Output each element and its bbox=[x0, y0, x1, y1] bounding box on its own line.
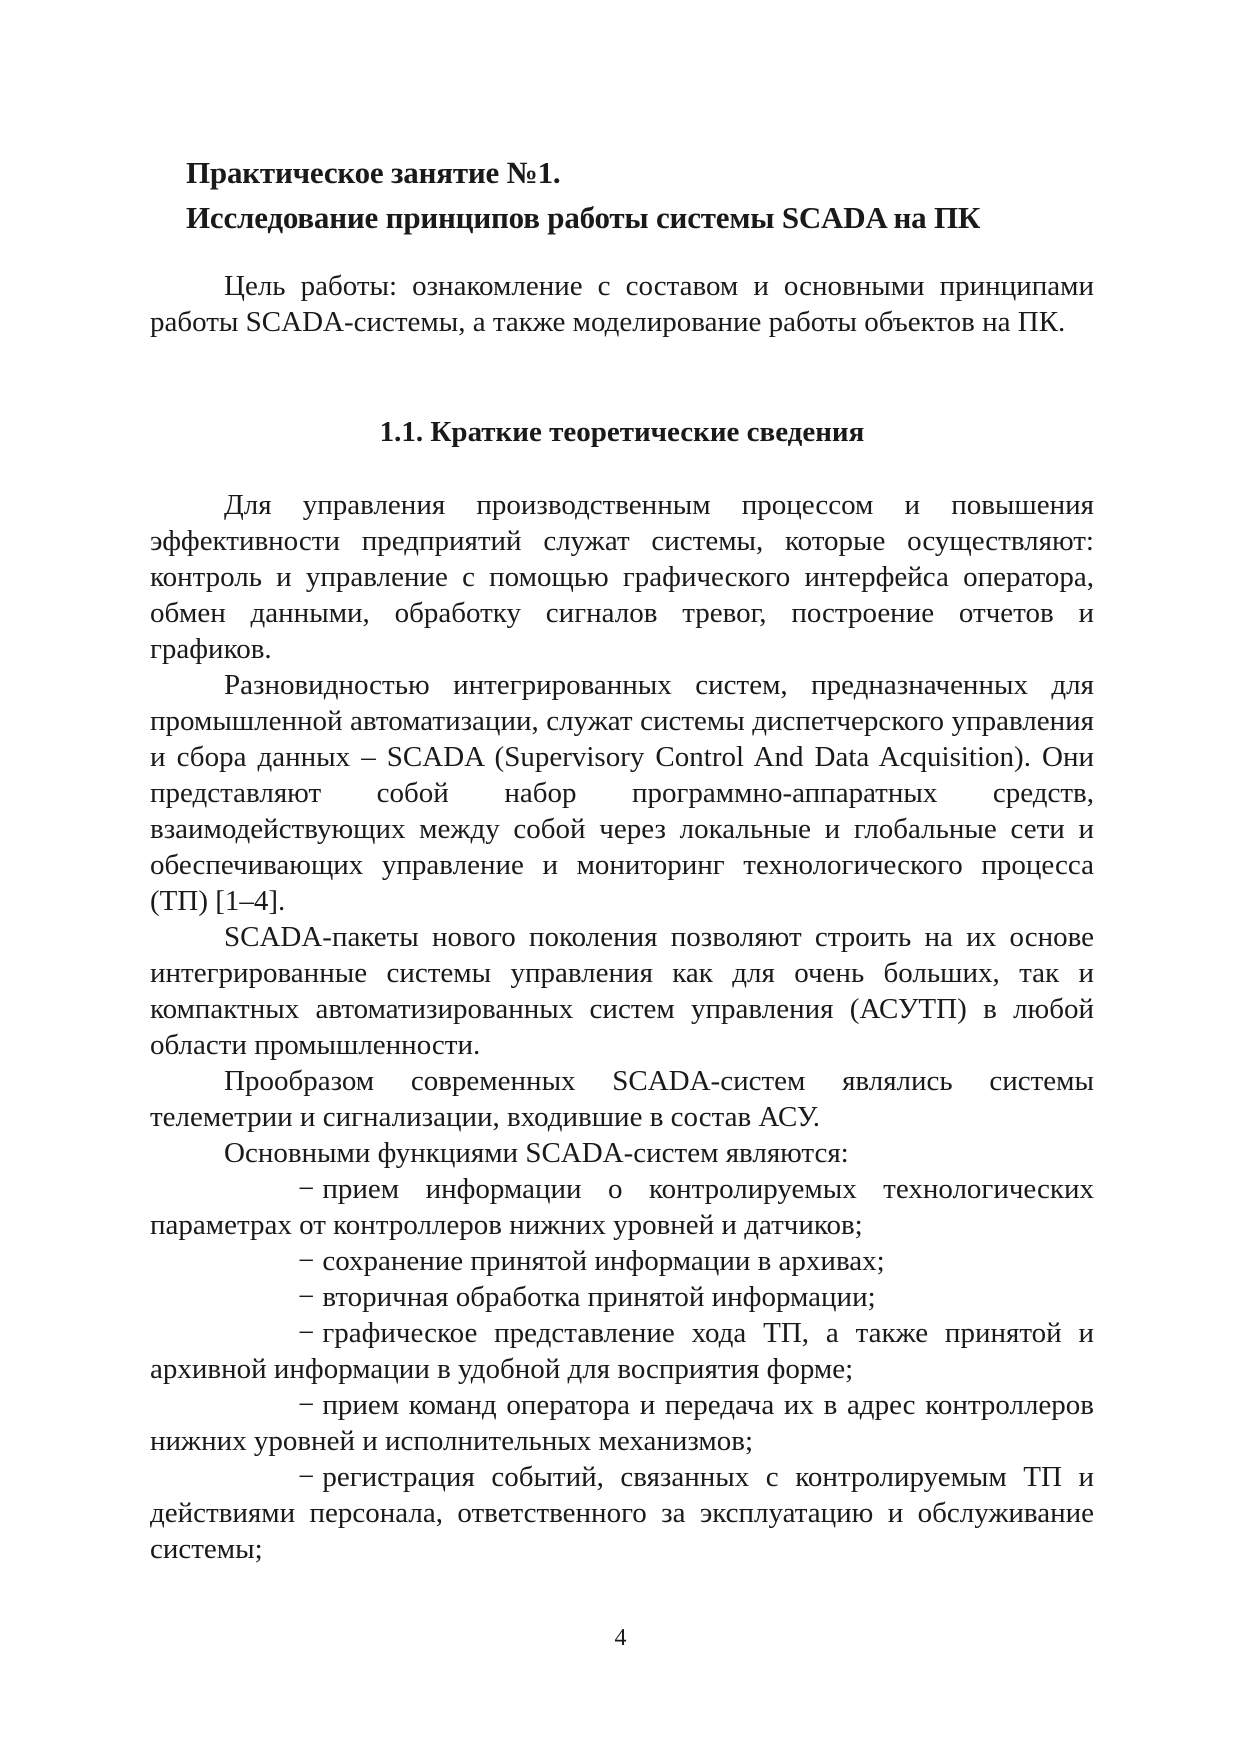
section-heading: 1.1. Краткие теоретические сведения bbox=[379, 416, 865, 448]
paragraph: Для управления производственным процессом и повышения эффективности предприятий служат системы, которые осуществляют: контроль и управление с помощью графического интерфейса оператора, обмен данными, обработку сигналов тревог, построение отчетов и графиков. bbox=[150, 489, 1094, 665]
list-item-text: прием команд оператора и передача их в адрес контроллеров нижних уровней и исполнительных механизмов; bbox=[150, 1389, 1094, 1457]
title-line-2: Исследование принципов работы системы SCADA на ПК bbox=[186, 200, 981, 235]
paragraph: Разновидностью интегрированных систем, предназначенных для промышленной автоматизации, служат системы диспетчерского управления и сбора данных – SCADA (Supervisory Control And Data Acquisition). Они представляют собой набор программно-аппаратных средств, взаимодействующих между собой через локальные и глобальные сети и обеспечивающих управление и мониторинг технологического процесса (ТП) [1–4]. bbox=[150, 669, 1094, 917]
paragraph: Основными функциями SCADA-систем являются: bbox=[224, 1137, 849, 1169]
list-item bbox=[150, 1315, 1094, 1387]
title-line-1: Практическое занятие №1. bbox=[186, 155, 561, 190]
paragraph: SCADA-пакеты нового поколения позволяют строить на их основе интегрированные системы управления как для очень больших, так и компактных автоматизированных систем управления (АСУТП) в любой области промышленности. bbox=[150, 921, 1094, 1061]
main-text bbox=[150, 487, 1094, 1567]
list-dash: − bbox=[298, 1173, 315, 1205]
list-item bbox=[150, 1171, 1094, 1243]
chapter-title bbox=[186, 150, 1086, 240]
list-item-text: графическое представление хода ТП, а также принятой и архивной информации в удобной для восприятия форме; bbox=[150, 1317, 1094, 1385]
list-item-text: регистрация событий, связанных с контролируемым ТП и действиями персонала, ответственного за эксплуатацию и обслуживание системы; bbox=[150, 1461, 1094, 1565]
list-dash: − bbox=[298, 1461, 315, 1493]
list-dash: − bbox=[298, 1317, 315, 1349]
list-item bbox=[150, 1243, 1094, 1279]
list-item bbox=[150, 1459, 1094, 1567]
list-dash: − bbox=[298, 1281, 315, 1313]
goal-block bbox=[150, 268, 1094, 340]
list-item bbox=[150, 1387, 1094, 1459]
list-dash: − bbox=[298, 1389, 315, 1421]
page-number: 4 bbox=[614, 1625, 627, 1651]
list-item bbox=[150, 1279, 1094, 1315]
goal-paragraph: Цель работы: ознакомление с составом и основными принципами работы SCADA-системы, а также моделирование работы объектов на ПК. bbox=[150, 270, 1094, 338]
list-item-text: вторичная обработка принятой информации; bbox=[322, 1281, 876, 1313]
list-item-text: сохранение принятой информации в архивах; bbox=[322, 1245, 885, 1277]
paragraph: Прообразом современных SCADA-систем являлись системы телеметрии и сигнализации, входившие в состав АСУ. bbox=[150, 1065, 1094, 1133]
list-item-text: прием информации о контролируемых технологических параметрах от контроллеров нижних уровней и датчиков; bbox=[150, 1173, 1094, 1241]
list-dash: − bbox=[298, 1245, 315, 1277]
